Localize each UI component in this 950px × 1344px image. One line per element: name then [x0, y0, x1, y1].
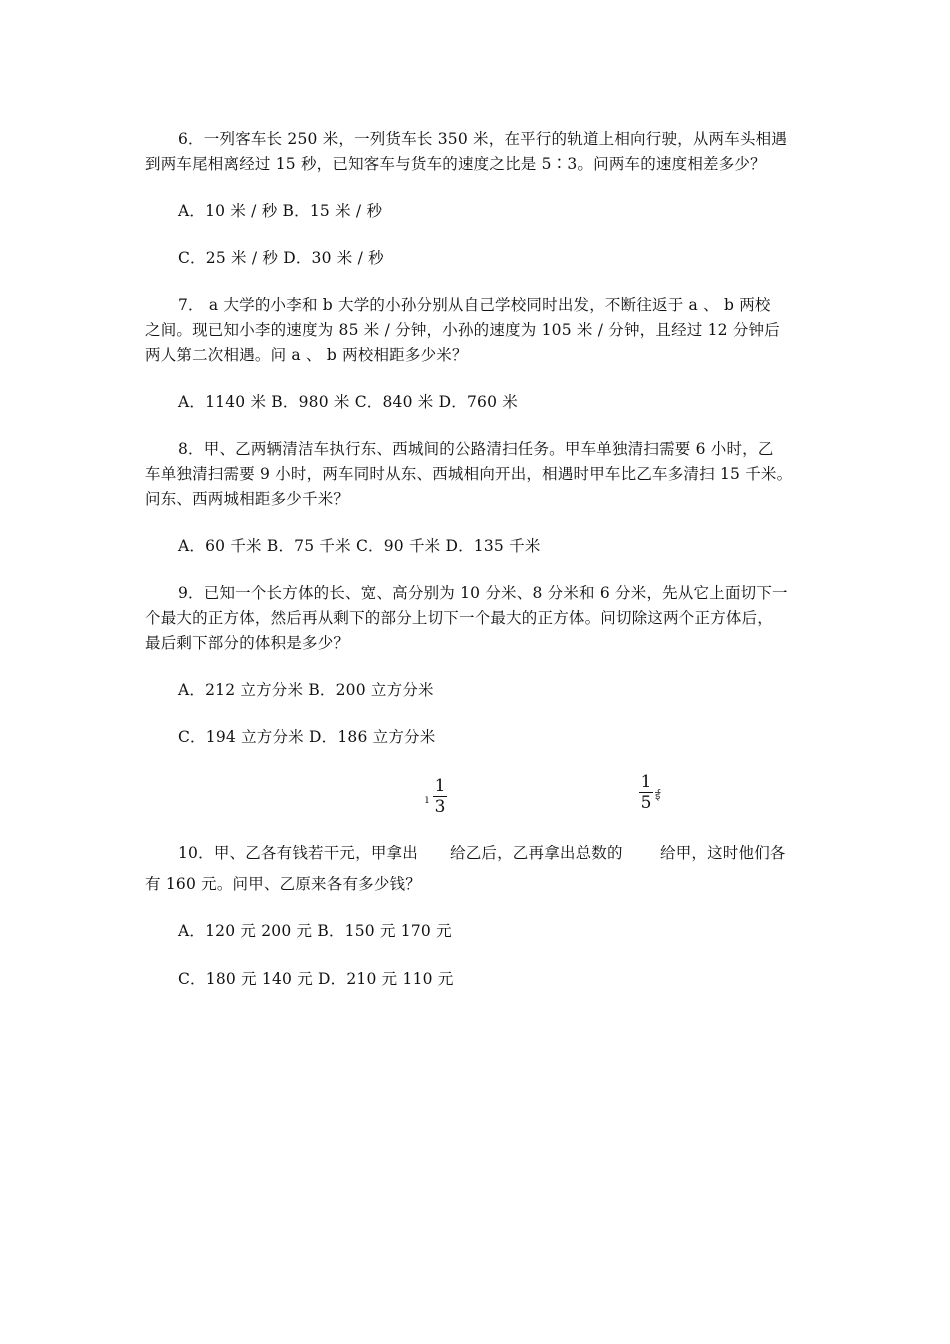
question-10-line-1a: 10．甲、乙各有钱若干元，甲拿出: [178, 844, 418, 862]
question-10-line-1c: 给甲，这时他们各: [660, 844, 786, 862]
question-6-options-cd: C．25 米 / 秒 D．30 米 / 秒: [178, 249, 384, 267]
question-10-line-1b: 给乙后，乙再拿出总数的: [450, 844, 623, 862]
fraction-one-fifth: [639, 773, 653, 812]
question-10-options-ab: A．120 元 200 元 B．150 元 170 元: [178, 922, 452, 940]
question-8-line-1: 8．甲、乙两辆清洁车执行东、西城间的公路清扫任务。甲车单独清扫需要 6 小时，乙: [178, 440, 774, 458]
question-10-line-2: 有 160 元。问甲、乙原来各有多少钱？: [145, 875, 421, 893]
fraction-one-third-numerator: 1: [434, 776, 446, 796]
question-9-options-cd: C．194 立方分米 D．186 立方分米: [178, 728, 436, 746]
question-7-line-2: 之间。现已知小李的速度为 85 米 / 分钟，小孙的速度为 105 米 / 分钟，且经过 12 分钟后: [145, 321, 780, 339]
question-10-options-cd: C．180 元 140 元 D．210 元 110 元: [178, 970, 454, 988]
question-9-options-ab: A．212 立方分米 B．200 立方分米: [178, 681, 434, 699]
question-6-line-2: 到两车尾相离经过 15 秒，已知客车与货车的速度之比是 5∶3。问两车的速度相差多少？: [145, 155, 766, 173]
question-9-line-3: 最后剩下部分的体积是多少？: [145, 634, 350, 652]
fraction-mark: ı: [425, 792, 429, 806]
question-9-line-1: 9．已知一个长方体的长、宽、高分别为 10 分米、8 分米和 6 分米，先从它上面切下一: [178, 584, 788, 602]
question-8-options: A．60 千米 B．75 千米 C．90 千米 D．135 千米: [178, 537, 541, 555]
question-7-line-1: 7． a 大学的小李和 b 大学的小孙分别从自己学校同时出发，不断往返于 a 、 b 两校: [178, 296, 771, 314]
fraction-one-third: [433, 777, 447, 816]
question-6-line-1: 6．一列客车长 250 米，一列货车长 350 米，在平行的轨道上相向行驶，从两车头相遇: [178, 130, 788, 148]
fraction-one-third-denominator: 3: [434, 797, 446, 817]
question-8-line-3: 问东、西两城相距多少千米？: [145, 490, 350, 508]
fraction-mark: ई: [655, 789, 661, 802]
fraction-one-fifth-denominator: 5: [640, 793, 652, 813]
question-9-line-2: 个最大的正方体，然后再从剩下的部分上切下一个最大的正方体。问切除这两个正方体后，: [145, 609, 774, 627]
question-7-options: A．1140 米 B．980 米 C．840 米 D．760 米: [178, 393, 518, 411]
question-6-options-ab: A．10 米 / 秒 B．15 米 / 秒: [178, 202, 383, 220]
fraction-one-fifth-numerator: 1: [640, 772, 652, 792]
question-8-line-2: 车单独清扫需要 9 小时，两车同时从东、西城相向开出，相遇时甲车比乙车多清扫 15 千米。: [145, 465, 793, 483]
question-7-line-3: 两人第二次相遇。问 a 、 b 两校相距多少米？: [145, 346, 468, 364]
